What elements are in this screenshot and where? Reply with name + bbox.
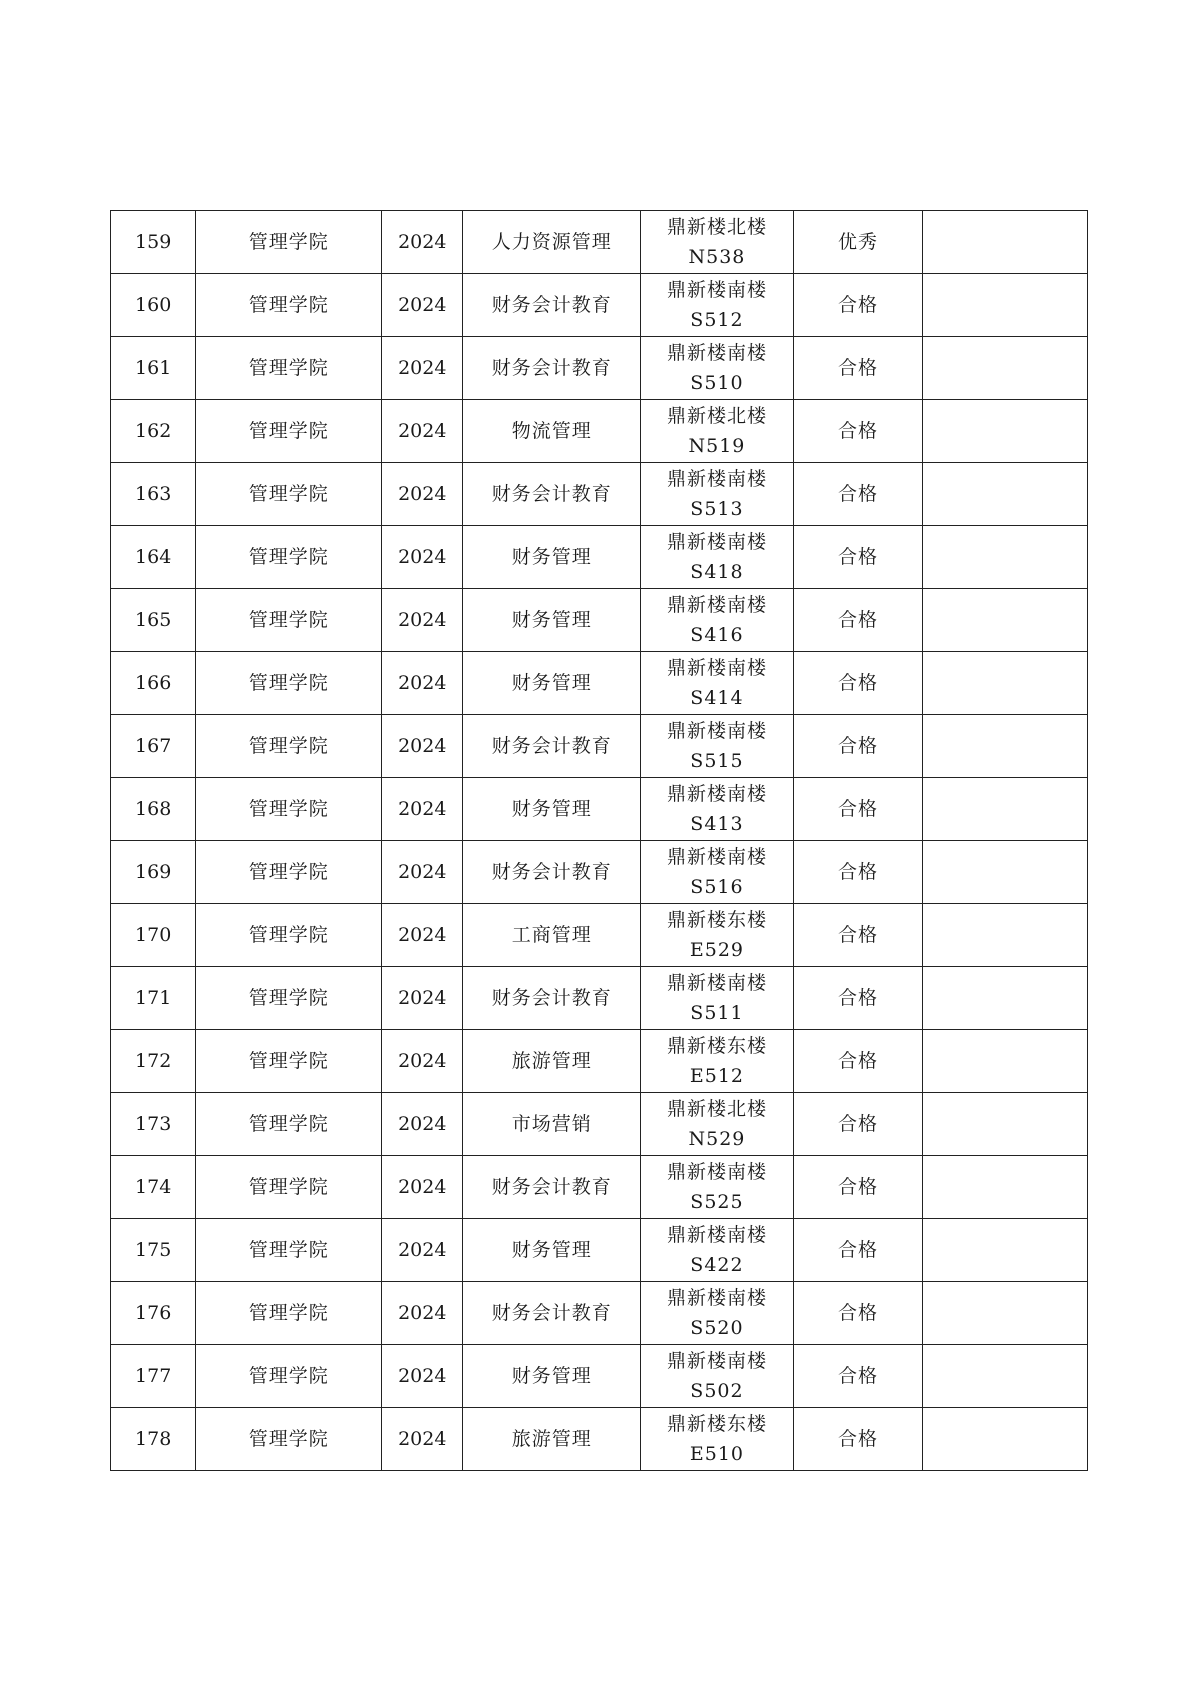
note-cell xyxy=(923,778,1088,841)
room-number: N529 xyxy=(688,1128,746,1150)
row-number: 162 xyxy=(111,400,196,463)
rating-cell: 合格 xyxy=(793,274,923,337)
room-number: S513 xyxy=(690,498,744,520)
note-cell xyxy=(923,904,1088,967)
note-cell xyxy=(923,1408,1088,1471)
note-cell xyxy=(923,589,1088,652)
major-cell: 财务会计教育 xyxy=(463,715,641,778)
table-row xyxy=(111,652,1088,715)
building-name: 鼎新楼南楼 xyxy=(666,783,767,805)
year-cell: 2024 xyxy=(382,463,463,526)
major-cell: 财务会计教育 xyxy=(463,463,641,526)
note-cell xyxy=(923,967,1088,1030)
rating-cell: 合格 xyxy=(793,337,923,400)
major-cell: 旅游管理 xyxy=(463,1408,641,1471)
room-number: S416 xyxy=(690,624,744,646)
year-cell: 2024 xyxy=(382,1030,463,1093)
year-cell: 2024 xyxy=(382,1156,463,1219)
room-number: S510 xyxy=(690,372,744,394)
table-row xyxy=(111,400,1088,463)
building-name: 鼎新楼北楼 xyxy=(666,216,767,238)
college-cell: 管理学院 xyxy=(196,1345,382,1408)
room-number: E529 xyxy=(689,939,745,961)
year-cell: 2024 xyxy=(382,211,463,274)
college-cell: 管理学院 xyxy=(196,274,382,337)
year-cell: 2024 xyxy=(382,841,463,904)
room-number: S516 xyxy=(690,876,744,898)
college-cell: 管理学院 xyxy=(196,778,382,841)
room-number: E512 xyxy=(689,1065,745,1087)
building-name: 鼎新楼南楼 xyxy=(666,1350,767,1372)
rating-cell: 合格 xyxy=(793,778,923,841)
college-cell: 管理学院 xyxy=(196,652,382,715)
rating-cell: 合格 xyxy=(793,400,923,463)
dorm-cell xyxy=(641,463,794,526)
dorm-cell xyxy=(641,1030,794,1093)
college-cell: 管理学院 xyxy=(196,400,382,463)
dorm-cell xyxy=(641,778,794,841)
dorm-cell xyxy=(641,1093,794,1156)
building-name: 鼎新楼南楼 xyxy=(666,657,767,679)
table-body xyxy=(111,211,1088,1471)
room-number: S511 xyxy=(690,1002,744,1024)
table-row xyxy=(111,463,1088,526)
rating-cell: 合格 xyxy=(793,589,923,652)
year-cell: 2024 xyxy=(382,400,463,463)
room-number: S512 xyxy=(690,309,744,331)
row-number: 171 xyxy=(111,967,196,1030)
year-cell: 2024 xyxy=(382,778,463,841)
building-name: 鼎新楼南楼 xyxy=(666,594,767,616)
year-cell: 2024 xyxy=(382,1282,463,1345)
major-cell: 财务会计教育 xyxy=(463,1282,641,1345)
note-cell xyxy=(923,274,1088,337)
room-number: E510 xyxy=(689,1443,745,1465)
year-cell: 2024 xyxy=(382,1219,463,1282)
college-cell: 管理学院 xyxy=(196,841,382,904)
table-row xyxy=(111,1093,1088,1156)
major-cell: 财务管理 xyxy=(463,652,641,715)
table-row xyxy=(111,1156,1088,1219)
note-cell xyxy=(923,463,1088,526)
dorm-cell xyxy=(641,715,794,778)
row-number: 164 xyxy=(111,526,196,589)
rating-cell: 优秀 xyxy=(793,211,923,274)
note-cell xyxy=(923,1282,1088,1345)
rating-cell: 合格 xyxy=(793,463,923,526)
college-cell: 管理学院 xyxy=(196,337,382,400)
note-cell xyxy=(923,337,1088,400)
year-cell: 2024 xyxy=(382,1345,463,1408)
major-cell: 财务管理 xyxy=(463,526,641,589)
year-cell: 2024 xyxy=(382,526,463,589)
college-cell: 管理学院 xyxy=(196,463,382,526)
row-number: 160 xyxy=(111,274,196,337)
row-number: 178 xyxy=(111,1408,196,1471)
building-name: 鼎新楼南楼 xyxy=(666,846,767,868)
row-number: 159 xyxy=(111,211,196,274)
dorm-cell xyxy=(641,652,794,715)
dorm-cell xyxy=(641,1156,794,1219)
year-cell: 2024 xyxy=(382,589,463,652)
row-number: 166 xyxy=(111,652,196,715)
dorm-cell xyxy=(641,1408,794,1471)
major-cell: 旅游管理 xyxy=(463,1030,641,1093)
table-row xyxy=(111,589,1088,652)
rating-cell: 合格 xyxy=(793,1345,923,1408)
college-cell: 管理学院 xyxy=(196,1408,382,1471)
building-name: 鼎新楼南楼 xyxy=(666,342,767,364)
table-row xyxy=(111,904,1088,967)
rating-cell: 合格 xyxy=(793,904,923,967)
dorm-cell xyxy=(641,1282,794,1345)
major-cell: 财务管理 xyxy=(463,589,641,652)
year-cell: 2024 xyxy=(382,904,463,967)
rating-cell: 合格 xyxy=(793,715,923,778)
dorm-cell xyxy=(641,589,794,652)
room-number: S525 xyxy=(690,1191,744,1213)
building-name: 鼎新楼东楼 xyxy=(666,1035,767,1057)
rating-cell: 合格 xyxy=(793,1156,923,1219)
row-number: 177 xyxy=(111,1345,196,1408)
rating-cell: 合格 xyxy=(793,1219,923,1282)
major-cell: 市场营销 xyxy=(463,1093,641,1156)
note-cell xyxy=(923,1093,1088,1156)
room-number: S413 xyxy=(690,813,744,835)
dorm-cell xyxy=(641,1219,794,1282)
note-cell xyxy=(923,715,1088,778)
major-cell: 财务会计教育 xyxy=(463,274,641,337)
dorm-cell xyxy=(641,967,794,1030)
dorm-cell xyxy=(641,904,794,967)
major-cell: 物流管理 xyxy=(463,400,641,463)
note-cell xyxy=(923,841,1088,904)
dorm-cell xyxy=(641,526,794,589)
year-cell: 2024 xyxy=(382,652,463,715)
major-cell: 财务管理 xyxy=(463,778,641,841)
row-number: 167 xyxy=(111,715,196,778)
note-cell xyxy=(923,1219,1088,1282)
major-cell: 财务会计教育 xyxy=(463,967,641,1030)
row-number: 174 xyxy=(111,1156,196,1219)
major-cell: 财务会计教育 xyxy=(463,337,641,400)
table-row xyxy=(111,967,1088,1030)
college-cell: 管理学院 xyxy=(196,526,382,589)
table-row xyxy=(111,211,1088,274)
rating-cell: 合格 xyxy=(793,526,923,589)
year-cell: 2024 xyxy=(382,715,463,778)
table-row xyxy=(111,1030,1088,1093)
row-number: 165 xyxy=(111,589,196,652)
college-cell: 管理学院 xyxy=(196,589,382,652)
year-cell: 2024 xyxy=(382,337,463,400)
rating-cell: 合格 xyxy=(793,652,923,715)
building-name: 鼎新楼南楼 xyxy=(666,1287,767,1309)
building-name: 鼎新楼南楼 xyxy=(666,279,767,301)
year-cell: 2024 xyxy=(382,274,463,337)
dorm-cell xyxy=(641,841,794,904)
note-cell xyxy=(923,652,1088,715)
table-row xyxy=(111,841,1088,904)
building-name: 鼎新楼南楼 xyxy=(666,972,767,994)
rating-cell: 合格 xyxy=(793,1282,923,1345)
room-number: S520 xyxy=(690,1317,744,1339)
note-cell xyxy=(923,400,1088,463)
building-name: 鼎新楼南楼 xyxy=(666,1224,767,1246)
row-number: 161 xyxy=(111,337,196,400)
dorm-cell xyxy=(641,1345,794,1408)
rating-cell: 合格 xyxy=(793,1408,923,1471)
college-cell: 管理学院 xyxy=(196,1030,382,1093)
room-number: N519 xyxy=(688,435,746,457)
year-cell: 2024 xyxy=(382,967,463,1030)
dormitory-rating-table xyxy=(110,210,1088,1471)
building-name: 鼎新楼北楼 xyxy=(666,1098,767,1120)
row-number: 172 xyxy=(111,1030,196,1093)
major-cell: 财务会计教育 xyxy=(463,841,641,904)
room-number: S414 xyxy=(690,687,744,709)
note-cell xyxy=(923,211,1088,274)
room-number: S502 xyxy=(690,1380,744,1402)
college-cell: 管理学院 xyxy=(196,1282,382,1345)
room-number: S422 xyxy=(690,1254,744,1276)
building-name: 鼎新楼南楼 xyxy=(666,531,767,553)
table-row xyxy=(111,1408,1088,1471)
building-name: 鼎新楼东楼 xyxy=(666,909,767,931)
college-cell: 管理学院 xyxy=(196,211,382,274)
row-number: 168 xyxy=(111,778,196,841)
building-name: 鼎新楼南楼 xyxy=(666,720,767,742)
major-cell: 财务会计教育 xyxy=(463,1156,641,1219)
note-cell xyxy=(923,1030,1088,1093)
row-number: 176 xyxy=(111,1282,196,1345)
college-cell: 管理学院 xyxy=(196,967,382,1030)
major-cell: 财务管理 xyxy=(463,1345,641,1408)
major-cell: 工商管理 xyxy=(463,904,641,967)
table-row xyxy=(111,778,1088,841)
room-number: N538 xyxy=(688,246,746,268)
row-number: 175 xyxy=(111,1219,196,1282)
building-name: 鼎新楼北楼 xyxy=(666,405,767,427)
college-cell: 管理学院 xyxy=(196,1093,382,1156)
dorm-cell xyxy=(641,400,794,463)
college-cell: 管理学院 xyxy=(196,1156,382,1219)
dorm-cell xyxy=(641,211,794,274)
table-row xyxy=(111,1345,1088,1408)
building-name: 鼎新楼南楼 xyxy=(666,468,767,490)
college-cell: 管理学院 xyxy=(196,715,382,778)
major-cell: 财务管理 xyxy=(463,1219,641,1282)
note-cell xyxy=(923,526,1088,589)
college-cell: 管理学院 xyxy=(196,904,382,967)
table-row xyxy=(111,1219,1088,1282)
row-number: 173 xyxy=(111,1093,196,1156)
table-row xyxy=(111,337,1088,400)
room-number: S418 xyxy=(690,561,744,583)
note-cell xyxy=(923,1345,1088,1408)
table-row xyxy=(111,526,1088,589)
college-cell: 管理学院 xyxy=(196,1219,382,1282)
row-number: 170 xyxy=(111,904,196,967)
rating-cell: 合格 xyxy=(793,841,923,904)
room-number: S515 xyxy=(690,750,744,772)
year-cell: 2024 xyxy=(382,1093,463,1156)
rating-cell: 合格 xyxy=(793,1030,923,1093)
row-number: 163 xyxy=(111,463,196,526)
dorm-cell xyxy=(641,337,794,400)
table-row xyxy=(111,1282,1088,1345)
building-name: 鼎新楼南楼 xyxy=(666,1161,767,1183)
table-row xyxy=(111,274,1088,337)
major-cell: 人力资源管理 xyxy=(463,211,641,274)
building-name: 鼎新楼东楼 xyxy=(666,1413,767,1435)
note-cell xyxy=(923,1156,1088,1219)
dorm-cell xyxy=(641,274,794,337)
year-cell: 2024 xyxy=(382,1408,463,1471)
rating-cell: 合格 xyxy=(793,1093,923,1156)
row-number: 169 xyxy=(111,841,196,904)
table-row xyxy=(111,715,1088,778)
rating-cell: 合格 xyxy=(793,967,923,1030)
